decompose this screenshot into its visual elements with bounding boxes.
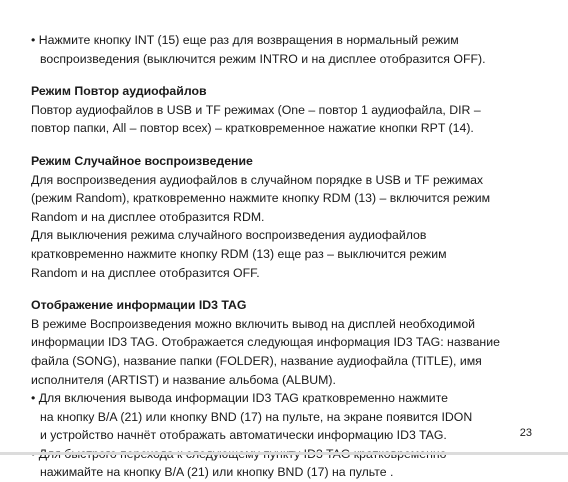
text-line: воспроизведения (выключится режим INTRO и на дисплее отобразится OFF). bbox=[40, 51, 486, 66]
text-line: • Нажмите кнопку INT (15) еще раз для возвращения в нормальный режим bbox=[31, 33, 459, 47]
text-line: В режиме Воспроизведения можно включить вывод на дисплей необходимой bbox=[31, 316, 476, 331]
text-line: Для выключения режима случайного воспроизведения аудиофайлов bbox=[31, 228, 427, 243]
text-line: информации ID3 TAG. Отображается следующая информация ID3 TAG: название bbox=[31, 335, 500, 350]
bullet-line: • Для включения вывода информации ID3 TAG кратковременно нажмите bbox=[31, 391, 448, 406]
text-line: исполнителя (ARTIST) и название альбома (ALBUM). bbox=[31, 372, 336, 387]
intro-bullet bbox=[31, 31, 551, 68]
section-heading: Режим Случайное воспроизведение bbox=[31, 153, 253, 168]
text-line: Повтор аудиофайлов в USB и TF режимах (One – повтор 1 аудиофайла, DIR – bbox=[31, 102, 481, 117]
text-line: нажимайте на кнопку B/A (21) или кнопку BND (17) на пульте . bbox=[40, 465, 394, 480]
text-line: кратковременно нажмите кнопку RDM (13) еще раз – выключится режим bbox=[31, 246, 447, 261]
text-line: и устройство начнёт отображать автоматически информацию ID3 TAG. bbox=[40, 428, 447, 443]
section-heading: Режим Повтор аудиофайлов bbox=[31, 84, 207, 99]
text-line: Для воспроизведения аудиофайлов в случайном порядке в USB и TF режимах bbox=[31, 172, 484, 187]
section-random bbox=[31, 152, 551, 282]
section-heading: Отображение информации ID3 TAG bbox=[31, 298, 247, 313]
page-number: 23 bbox=[519, 427, 532, 439]
text-line: файла (SONG), название папки (FOLDER), название аудиофайла (TITLE), имя bbox=[31, 353, 482, 368]
text-line: на кнопку B/A (21) или кнопку BND (17) на пульте, на экране появится IDON bbox=[40, 409, 473, 424]
manual-page bbox=[31, 31, 551, 482]
text-line: (режим Random), кратковременно нажмите кнопку RDM (13) – включится режим bbox=[31, 191, 491, 206]
text-line: Random и на дисплее отобразится OFF. bbox=[31, 265, 260, 280]
section-repeat bbox=[31, 82, 551, 138]
text-line: Random и на дисплее отобразится RDM. bbox=[31, 209, 265, 224]
text-line: повтор папки, All – повтор всех) – кратковременное нажатие кнопки RPT (14). bbox=[31, 121, 474, 136]
